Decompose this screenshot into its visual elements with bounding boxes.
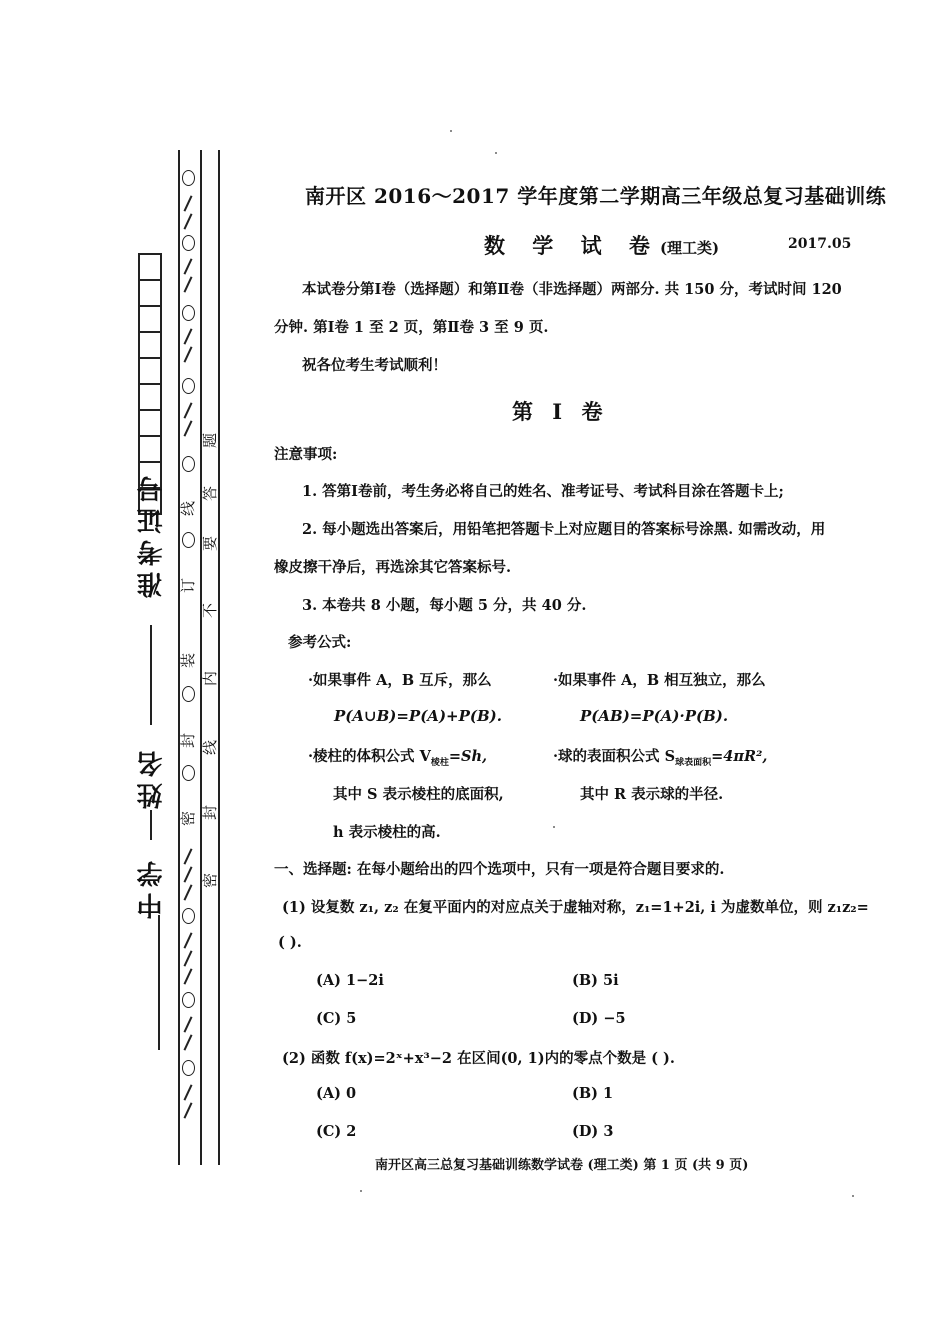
name-write-line[interactable] (150, 625, 152, 725)
formula-4-tail: =4πR², (711, 748, 768, 765)
school-write-line[interactable] (158, 915, 160, 1050)
q1-stem-b: ( ). (278, 934, 302, 951)
scan-speck (852, 1195, 854, 1197)
formula-3-note-1: 其中 S 表示棱柱的底面积, (333, 786, 504, 803)
formula-3 (308, 745, 487, 768)
formula-2-eq: P(AB)=P(A)·P(B). (580, 707, 729, 725)
scan-speck (450, 130, 452, 132)
name-label: 姓名 (137, 745, 167, 809)
note-3: 3. 本卷共 8 小题，每小题 5 分，共 40 分. (302, 597, 587, 614)
binding-char-xian: 线 (179, 500, 198, 517)
q1-option-d: (D) −5 (572, 1010, 626, 1027)
scan-speck (553, 826, 555, 828)
school-label: 中学 (137, 855, 167, 919)
formulas-heading: 参考公式: (288, 634, 352, 651)
section-1-heading: 一、选择题: 在每小题给出的四个选项中，只有一项是符合题目要求的. (274, 861, 725, 878)
admission-number-label: 准考证号 (137, 470, 167, 598)
subtitle-main: 数 学 试 卷 (484, 233, 660, 258)
seal-char-6: 线 (201, 739, 220, 756)
binding-char-ding: 订 (179, 577, 198, 594)
note-2b: 橡皮擦干净后，再选涂其它答案标号. (274, 559, 512, 576)
binding-char-zhuang: 装 (179, 652, 198, 669)
formula-4-text: ·球的表面积公式 S (553, 748, 676, 765)
formula-3-note-2: h 表示棱柱的高. (333, 824, 441, 841)
seal-char-2: 答 (201, 485, 220, 502)
page-footer: 南开区高三总复习基础训练数学试卷 (理工类) 第 1 页 (共 9 页) (375, 1158, 749, 1173)
formula-1-text: ·如果事件 A，B 互斥，那么 (308, 672, 492, 689)
name-write-line-2[interactable] (150, 810, 152, 840)
formula-3-tail: =Sh, (448, 748, 488, 765)
q1-option-c: (C) 5 (316, 1010, 357, 1027)
formula-4-note: 其中 R 表示球的半径. (580, 786, 724, 803)
margin-rule-mid (200, 150, 202, 1165)
q1-stem-a: (1) 设复数 z₁, z₂ 在复平面内的对应点关于虚轴对称，z₁=1+2i, i 为虚数单位，则 z₁z₂= (282, 899, 869, 916)
q2-option-d: (D) 3 (572, 1123, 614, 1140)
seal-char-5: 内 (201, 670, 220, 687)
formula-3-sub: 棱柱 (430, 757, 449, 768)
intro-line-2: 分钟. 第Ⅰ卷 1 至 2 页，第Ⅱ卷 3 至 9 页. (274, 319, 549, 336)
seal-char-1: 题 (201, 432, 220, 449)
q1-option-b: (B) 5i (572, 972, 619, 989)
notes-heading: 注意事项: (274, 446, 338, 463)
binding-char-mi: 密 (179, 810, 198, 827)
q2-option-b: (B) 1 (572, 1085, 614, 1102)
q1-option-a: (A) 1−2i (316, 972, 384, 989)
exam-title: 南开区 2016～2017 学年度第二学期高三年级总复习基础训练 (305, 184, 887, 208)
formula-2-text: ·如果事件 A，B 相互独立，那么 (553, 672, 766, 689)
subtitle-tag: (理工类) (659, 239, 720, 257)
q2-option-c: (C) 2 (316, 1123, 357, 1140)
seal-char-3: 要 (201, 535, 220, 552)
note-2a: 2. 每小题选出答案后，用铅笔把答题卡上对应题目的答案标号涂黑. 如需改动，用 (302, 521, 826, 538)
q2-stem: (2) 函数 f(x)=2ˣ+x³−2 在区间(0, 1)内的零点个数是 ( ). (282, 1050, 675, 1067)
exam-date: 2017.05 (788, 236, 852, 252)
seal-char-7: 封 (201, 804, 220, 821)
seal-char-8: 密 (201, 872, 220, 889)
intro-line-1: 本试卷分第Ⅰ卷（选择题）和第Ⅱ卷（非选择题）两部分. 共 150 分，考试时间 120 (302, 281, 842, 298)
formula-1-eq: P(A∪B)=P(A)+P(B). (334, 707, 502, 725)
exam-subtitle (484, 230, 719, 260)
q2-option-a: (A) 0 (316, 1085, 357, 1102)
intro-wish: 祝各位考生考试顺利！ (302, 357, 447, 374)
formula-3-text: ·棱柱的体积公式 V (308, 748, 431, 765)
volume-heading: 第 Ⅰ 卷 (512, 399, 609, 424)
formula-4-sub: 球表面积 (675, 757, 712, 768)
scan-speck (360, 1190, 362, 1192)
seal-char-4: 不 (201, 602, 220, 619)
scan-speck (495, 152, 497, 154)
binding-char-feng: 封 (179, 732, 198, 749)
note-1: 1. 答第Ⅰ卷前，考生务必将自己的姓名、准考证号、考试科目涂在答题卡上; (302, 483, 784, 500)
margin-rule-right (218, 150, 220, 1165)
formula-4 (553, 745, 767, 768)
